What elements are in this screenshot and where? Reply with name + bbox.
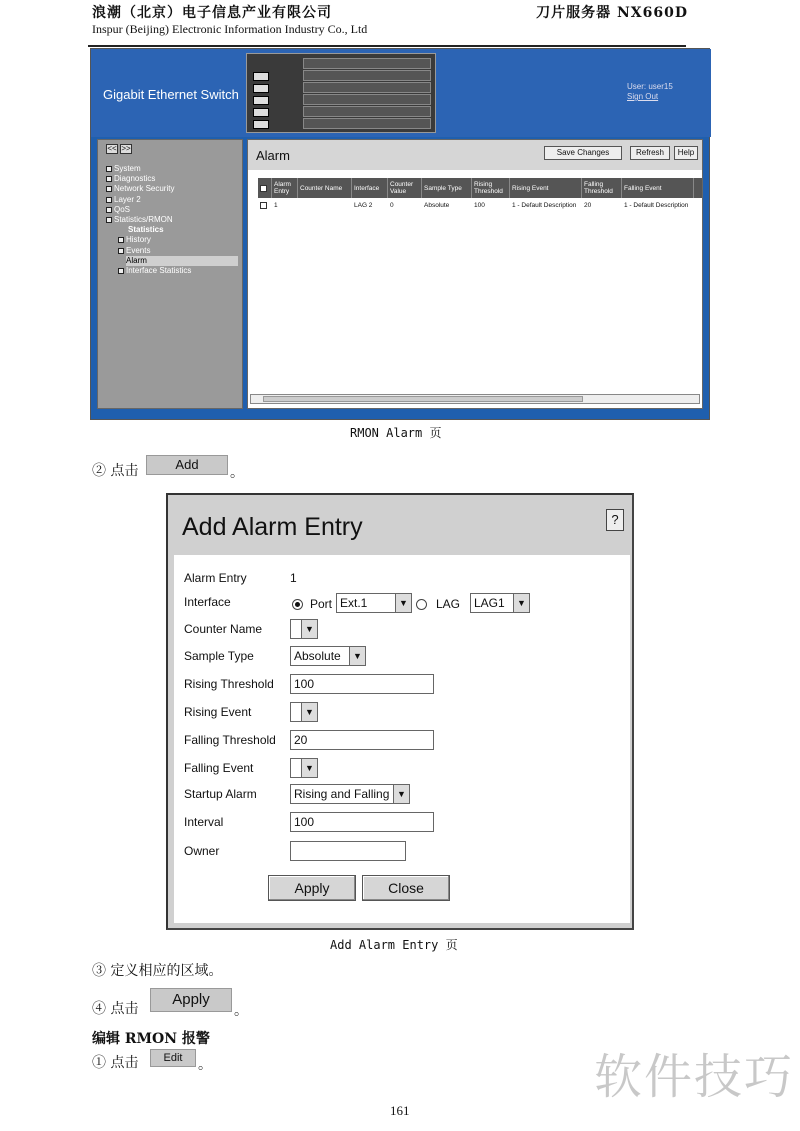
switch-port [253,96,269,105]
row-checkbox-cell [258,201,272,210]
step-3 [92,960,222,980]
collapse-button[interactable]: << [107,144,117,153]
tree-item-history[interactable]: History [106,235,238,245]
tree-item-layer2[interactable]: Layer 2 [106,195,238,205]
edit-button-illustration[interactable]: Edit [150,1049,196,1067]
plus-icon [106,207,112,213]
user-info [627,82,673,102]
plus-icon [118,248,124,254]
rising-threshold-input[interactable]: 100 [290,674,434,694]
alarm-entry-label: Alarm Entry [184,571,247,585]
falling-event-select[interactable] [290,758,318,778]
col-header: Counter Name [298,178,352,198]
table-cell: 1 - Default Description [624,201,689,209]
tree-item-alarm[interactable]: Alarm [106,256,238,266]
add-button-illustration[interactable]: Add [146,455,228,475]
col-header: Interface [352,178,388,198]
header-rule [88,45,686,47]
col-header: Rising Threshold [472,178,510,198]
tree-item-interface-statistics[interactable]: Interface Statistics [106,266,238,276]
scrollbar-thumb[interactable] [263,396,583,402]
apply-button-illustration[interactable]: Apply [150,988,232,1012]
table-cell: 1 [274,201,278,209]
col-header: Falling Threshold [582,178,622,198]
step-text: 定义相应的区域。 [110,963,223,979]
minus-icon [106,217,112,223]
switch-port [253,120,269,129]
app-banner [91,49,711,137]
step-number: ① [92,1055,106,1071]
table-header-row [258,178,702,198]
lag-select[interactable]: LAG1 ▼ [470,593,530,613]
select-all-checkbox[interactable] [260,185,267,192]
col-header: Alarm Entry [272,178,298,198]
save-changes-button[interactable]: Save Changes [544,146,622,160]
owner-input[interactable] [290,841,406,861]
chevron-down-icon: ▼ [301,759,317,777]
counter-name-label: Counter Name [184,622,263,636]
switch-port [253,72,269,81]
sample-type-label: Sample Type [184,649,254,663]
step-tail: 。 [230,465,244,481]
col-header: Falling Event [622,178,694,198]
select-all-cell [258,178,272,198]
chevron-down-icon: ▼ [301,620,317,638]
table-row[interactable] [258,198,702,212]
tree-item-statistics[interactable]: Statistics [128,225,164,235]
lag-label: LAG [436,597,461,611]
horizontal-scrollbar[interactable] [250,394,700,404]
chevron-down-icon: ▼ [513,594,529,612]
close-button[interactable]: Close [362,875,450,901]
step-tail: 。 [234,1003,248,1019]
alarm-entry-value: 1 [290,571,297,585]
help-button[interactable]: ? [606,509,624,531]
step-text: 点击 [110,1001,139,1017]
plus-icon [106,186,112,192]
table-cell: 20 [584,201,592,209]
switch-bay [303,94,431,105]
table-cell: 100 [474,201,485,209]
main-panel [247,139,703,409]
switch-image [246,53,436,133]
header-company-cn: 浪潮（北京）电子信息产业有限公司 [92,5,332,21]
nav-tree [106,164,238,276]
sign-out-link[interactable]: Sign Out [627,92,659,101]
plus-icon [118,237,124,243]
header-company-en: Inspur (Beijing) Electronic Information Industry Co., Ltd [92,22,368,36]
switch-bay [303,70,431,81]
chevron-down-icon: ▼ [395,594,411,612]
plus-icon [118,268,124,274]
interval-input[interactable]: 100 [290,812,434,832]
caption-add-alarm-entry: Add Alarm Entry 页 [330,938,458,952]
port-select[interactable]: Ext.1 ▼ [336,593,412,613]
chevron-down-icon: ▼ [393,785,409,803]
page-title: Alarm [256,148,290,163]
table-cell: 1 - Default Description [512,201,577,209]
switch-port [253,108,269,117]
chevron-down-icon: ▼ [301,703,317,721]
caption-rmon-alarm: RMON Alarm 页 [350,426,442,440]
alarm-table [258,178,702,212]
step-4 [92,998,138,1018]
falling-threshold-input[interactable]: 20 [290,730,434,750]
tree-item-events[interactable]: Events [106,246,238,256]
rising-event-label: Rising Event [184,705,252,719]
section-title: 编辑 RMON 报警 [92,1031,210,1047]
dialog-body [174,555,630,923]
main-header [248,140,702,170]
table-cell [298,204,352,206]
plus-icon [106,176,112,182]
app-title: Gigabit Ethernet Switch [103,87,239,102]
sidebar-nav-buttons [106,144,134,154]
watermark: 软件技巧 [593,1049,794,1105]
col-header: Rising Event [510,178,582,198]
step-2 [92,460,138,480]
header-product: 刀片服务器 NX660D [536,5,688,21]
rmon-alarm-screenshot [90,48,710,420]
interval-label: Interval [184,815,224,829]
col-header: Sample Type [422,178,472,198]
plus-icon [106,166,112,172]
step-5 [92,1052,138,1072]
switch-bay [303,106,431,117]
port-label: Port [310,597,333,611]
counter-name-select[interactable] [290,619,318,639]
step-tail: 。 [198,1057,212,1073]
rising-threshold-label: Rising Threshold [184,677,274,691]
add-alarm-entry-dialog [166,493,634,930]
refresh-button[interactable]: Refresh [630,146,670,160]
sidebar [97,139,243,409]
table-cell: Absolute [424,201,450,209]
tree-item-network-security[interactable]: Network Security [106,184,238,194]
startup-alarm-label: Startup Alarm [184,787,257,801]
switch-port [253,84,269,93]
falling-event-label: Falling Event [184,761,254,775]
chevron-down-icon: ▼ [349,647,365,665]
dialog-title: Add Alarm Entry [182,513,363,541]
tree-item-system[interactable]: System [106,164,238,174]
switch-bay [303,118,431,129]
startup-alarm-select[interactable]: Rising and Falling ▼ [290,784,410,804]
falling-threshold-label: Falling Threshold [184,733,276,747]
table-cell: LAG 2 [354,201,373,209]
owner-label: Owner [184,844,220,858]
switch-bay [303,82,431,93]
table-cell: 0 [390,201,394,209]
sample-type-select[interactable]: Absolute ▼ [290,646,366,666]
page-number: 161 [390,1103,410,1118]
rising-event-select[interactable] [290,702,318,722]
plus-icon [106,197,112,203]
tree-item-statistics-rmon[interactable]: Statistics/RMON [106,215,238,225]
apply-button[interactable]: Apply [268,875,356,901]
user-line: User: user15 [627,82,673,91]
switch-bay [303,58,431,69]
row-checkbox[interactable] [260,202,267,209]
expand-button[interactable]: >> [121,144,131,153]
step-number: ③ [92,963,106,979]
tree-item-qos[interactable]: QoS [106,205,238,215]
step-number: ④ [92,1001,106,1017]
tree-item-diagnostics[interactable]: Diagnostics [106,174,238,184]
help-button[interactable]: Help [674,146,698,160]
lag-radio[interactable] [416,599,427,610]
step-text: 点击 [110,463,139,479]
interface-label: Interface [184,595,231,609]
step-number: ② [92,463,106,479]
col-header: Counter Value [388,178,422,198]
port-radio[interactable] [292,599,303,610]
step-text: 点击 [110,1055,139,1071]
